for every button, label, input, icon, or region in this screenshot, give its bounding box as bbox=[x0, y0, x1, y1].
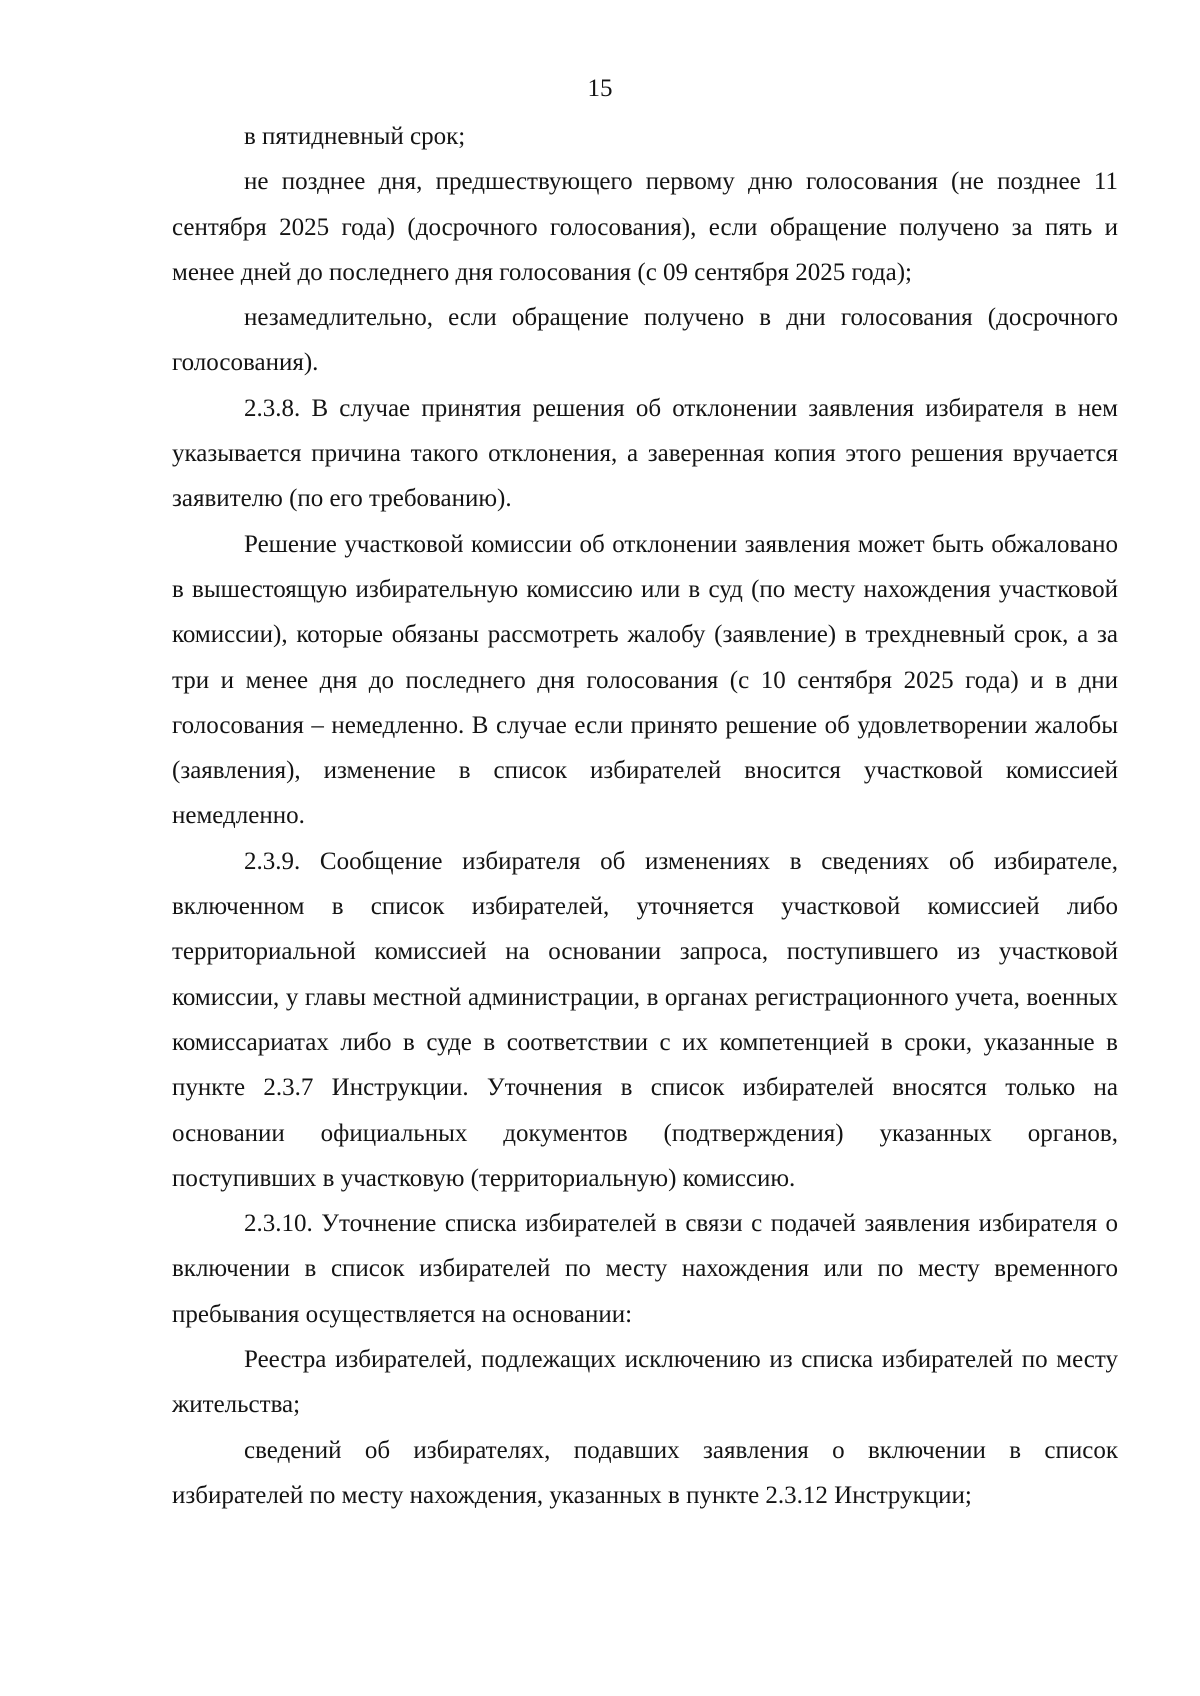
paragraph-deadline-immediately: незамедлительно, если обращение получено в дни голосования (досрочного голосования). bbox=[172, 304, 1118, 377]
document-body bbox=[172, 114, 1118, 1518]
paragraph-deadline-five-days: в пятидневный срок; bbox=[244, 123, 466, 150]
paragraph-2-3-9: 2.3.9. Сообщение избирателя об изменениях в сведениях об избирателе, включенном в список избирателей, уточняется участковой комиссией либо территориальной комиссией на основании запроса, поступившего из участковой комиссии, у главы местной администрации, в органах регистрационного учета, военных комиссариатах либо в суде в соответствии с их компетенцией в сроки, указанные в пункте 2.3.7 Инструкции. Уточнения в список избирателей вносятся только на основании официальных документов (подтверждения) указанных органов, поступивших в участковую (территориальную) комиссию. bbox=[172, 847, 1118, 1192]
page-number: 15 bbox=[587, 75, 613, 102]
paragraph-appeal: Решение участковой комиссии об отклонении заявления может быть обжаловано в вышестоящую избирательную комиссию или в суд (по месту нахождения участковой комиссии), которые обязаны рассмотреть жалобу (заявление) в трехдневный срок, а за три и менее дня до последнего дня голосования (с 10 сентября 2025 года) и в дни голосования – немедленно. В случае если принято решение об удовлетворении жалобы (заявления), изменение в список избирателей вносится участковой комиссией немедленно. bbox=[172, 530, 1118, 830]
paragraph-registry: Реестра избирателей, подлежащих исключению из списка избирателей по месту жительства; bbox=[172, 1346, 1118, 1419]
paragraph-2-3-8: 2.3.8. В случае принятия решения об отклонении заявления избирателя в нем указывается причина такого отклонения, а заверенная копия этого решения вручается заявителю (по его требованию). bbox=[172, 394, 1118, 513]
paragraph-voter-info: сведений об избирателях, подавших заявления о включении в список избирателей по месту нахождения, указанных в пункте 2.3.12 Инструкции; bbox=[172, 1436, 1118, 1509]
paragraph-deadline-before-voting: не позднее дня, предшествующего первому дню голосования (не позднее 11 сентября 2025 года) (досрочного голосования), если обращение получено за пять и менее дней до последнего дня голосования (с 09 сентября 2025 года); bbox=[172, 168, 1118, 286]
paragraph-2-3-10: 2.3.10. Уточнение списка избирателей в связи с подачей заявления избирателя о включении в список избирателей по месту нахождения или по месту временного пребывания осуществляется на основании: bbox=[172, 1210, 1118, 1328]
